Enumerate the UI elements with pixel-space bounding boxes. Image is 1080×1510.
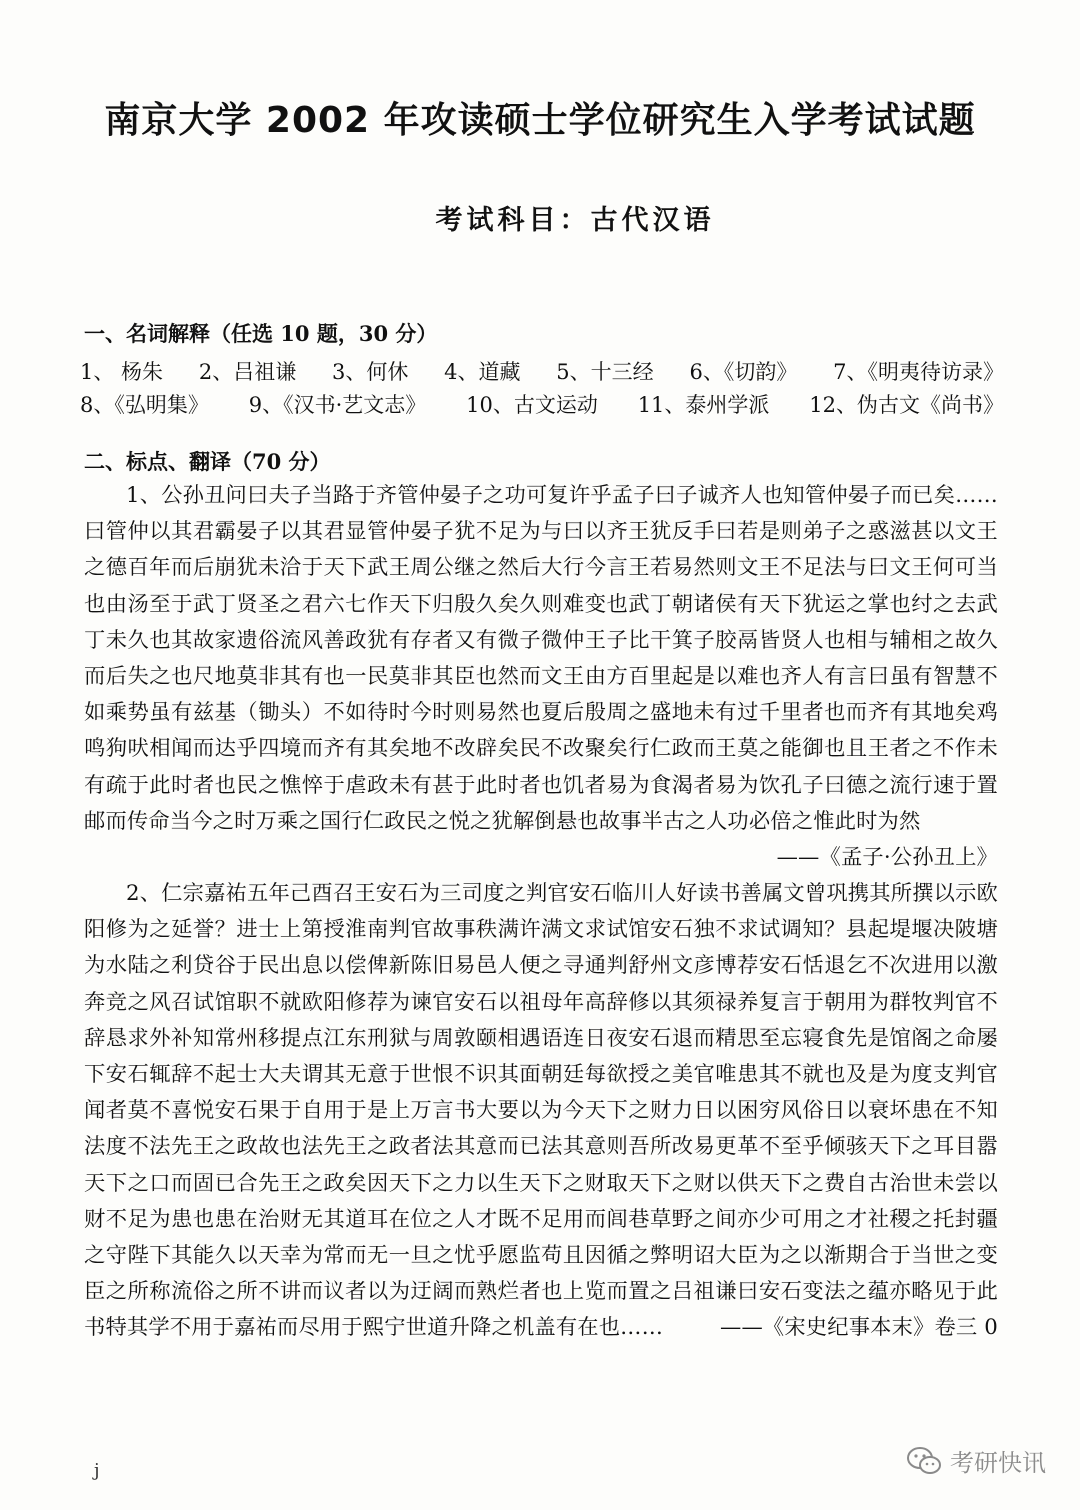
passage-1 bbox=[84, 478, 998, 876]
section1-heading: 一、名词解释（任选 10 题，30 分） bbox=[84, 321, 438, 346]
passage-2-text: 2、仁宗嘉祐五年己酉召王安石为三司度之判官安石临川人好读书善属文曾巩携其所撰以示欧阳修为之延誉？进士上第授淮南判官故事秩满许满文求试馆安石独不求试调知？县起堤堰决陂塘为水陆之利贷谷于民出息以偿俾新陈旧易邑人便之寻通判舒州文彦博荐安石恬退乞不次进用以激奔竞之风召试馆职不就欧阳修荐为谏官安石以祖母年高辞修以其须禄养复言于朝用为群牧判官不辞恳求外补知常州移提点江东刑狱与周敦颐相遇语连日夜安石退而精思至忘寝食先是馆阁之命屡下安石辄辞不起士大夫谓其无意于世恨不识其面朝廷每欲授之美官唯患其不就也及是为度支判官闻者莫不喜悦安石果于自用于是上万言书大要以为今天下之财力日以困穷风俗日以衰坏患在不知法度不法先王之政故也法先王之政者法其意而已法其意则吾所改易更革不至乎倾骇天下之耳目嚣天下之口而固已合先王之政矣因天下之力以生天下之财取天下之财以供天下之费自古治世未尝以财不足为患也患在治财无其道耳在位之人才既不足用而闾巷草野之间亦少可用之才社稷之托封疆之守陛下其能久以天幸为常而无一旦之忧乎愿监苟且因循之弊明诏大臣为之以渐期合于当世之变臣之所称流俗之所不讲而议者以为迂阔而熟烂者也上览而置之吕祖谦曰安石变法之蕴亦略见于此书特其学不用于嘉祐而尽用于熙宁世道升降之机盖有在也…… bbox=[84, 881, 998, 1341]
passage-2-source: ——《宋史纪事本末》卷三 0 bbox=[720, 1315, 998, 1341]
term-item: 3、何休 bbox=[331, 360, 409, 384]
passage-1-source: ——《孟子·公孙丑上》 bbox=[776, 845, 998, 871]
watermark-text: 考研快讯 bbox=[950, 1449, 1046, 1477]
page-title: 南京大学 2002 年攻读硕士学位研究生入学考试试题 bbox=[104, 100, 976, 141]
passage-2 bbox=[84, 876, 998, 1347]
term-item: 11、泰州学派 bbox=[637, 393, 770, 417]
terms-row-2 bbox=[80, 389, 1004, 419]
term-item: 4、道藏 bbox=[444, 360, 521, 384]
term-item: 9、《汉书·艺文志》 bbox=[248, 393, 427, 417]
margin-mark: j bbox=[94, 1460, 100, 1481]
term-item: 1、 杨朱 bbox=[80, 360, 164, 384]
exam-subject: 考试科目：古代汉语 bbox=[435, 205, 715, 236]
term-item: 12、伪古文《尚书》 bbox=[809, 393, 1004, 417]
section2-heading: 二、标点、翻译（70 分） bbox=[84, 449, 331, 474]
term-item: 6、《切韵》 bbox=[689, 360, 798, 384]
term-item: 2、吕祖谦 bbox=[198, 360, 297, 384]
term-item: 8、《弘明集》 bbox=[80, 393, 209, 417]
term-item: 5、十三经 bbox=[556, 360, 654, 384]
term-item: 7、《明夷待访录》 bbox=[833, 360, 1004, 384]
term-item: 10、古文运动 bbox=[466, 393, 598, 417]
passage-1-text: 1、公孙丑问曰夫子当路于齐管仲晏子之功可复许乎孟子曰子诚齐人也知管仲晏子而已矣……曰管仲以其君霸晏子以其君显管仲晏子犹不足为与曰以齐王犹反手曰若是则弟子之惑滋甚以文王之德百年而后崩犹未洽于天下武王周公继之然后大行今言王若易然则文王不足法与曰文王何可当也由汤至于武丁贤圣之君六七作天下归殷久矣久则难变也武丁朝诸侯有天下犹运之掌也纣之去武丁未久也其故家遗俗流风善政犹有存者又有微子微仲王子比干箕子胶鬲皆贤人也相与辅相之故久而后失之也尺地莫非其有也一民莫非其臣也然而文王由方百里起是以难也齐人有言曰虽有智慧不如乘势虽有兹基（锄头）不如待时今时则易然也夏后殷周之盛地未有过千里者也而齐有其地矣鸡鸣狗吠相闻而达乎四境而齐有其矣地不改辟矣民不改聚矣行仁政而王莫之能御也且王者之不作未有疏于此时者也民之憔悴于虐政未有甚于此时者也饥者易为食渴者易为饮孔子曰德之流行速于置邮而传命当今之时万乘之国行仁政民之悦之犹解倒悬也故事半古之人功必倍之惟此时为然 bbox=[84, 483, 998, 834]
wechat-icon bbox=[906, 1446, 942, 1476]
terms-row-1 bbox=[80, 356, 1004, 386]
watermark bbox=[906, 1443, 1046, 1478]
